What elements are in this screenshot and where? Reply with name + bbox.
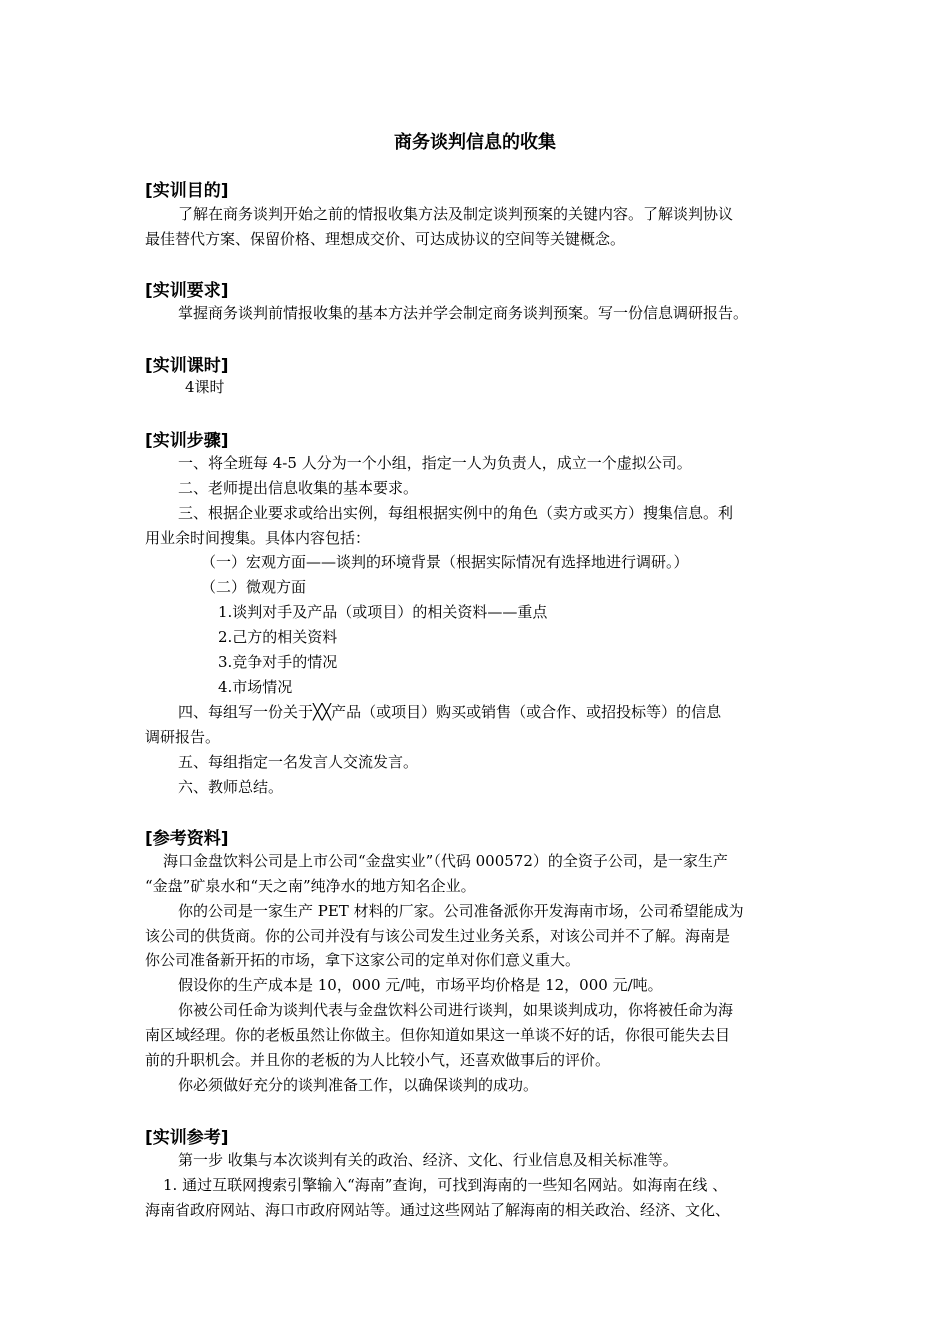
list-item: 三、根据企业要求或给出实例，每组根据实例中的角色（卖方或买方）搜集信息。利 (178, 504, 734, 522)
list-item: 六、教师总结。 (178, 778, 284, 796)
section-heading-practice: [实训参考] (145, 1128, 229, 1148)
paragraph-line: 假设你的生产成本是 10，000 元/吨，市场平均价格是 12，000 元/吨。 (178, 976, 663, 994)
paragraph-line: “金盘”矿泉水和“天之南”纯净水的地方知名企业。 (145, 877, 476, 895)
paragraph-line: 你被公司任命为谈判代表与金盘饮料公司进行谈判，如果谈判成功，你将被任命为海 (178, 1001, 734, 1019)
paragraph-line: 海南省政府网站、海口市政府网站等。通过这些网站了解海南的相关政治、经济、文化、 (145, 1201, 731, 1219)
paragraph-line: 第一步 收集与本次谈判有关的政治、经济、文化、行业信息及相关标准等。 (178, 1151, 678, 1169)
section-heading-requirements: [实训要求] (145, 281, 229, 301)
section-heading-purpose: [实训目的] (145, 181, 229, 201)
paragraph-line: 南区域经理。你的老板虽然让你做主。但你知道如果这一单谈不好的话，你很可能失去目 (145, 1026, 731, 1044)
list-item: 4.市场情况 (218, 678, 293, 696)
paragraph-line: 你公司准备新开拓的市场，拿下这家公司的定单对你们意义重大。 (145, 951, 581, 969)
list-item: （二）微观方面 (201, 578, 307, 596)
paragraph-line: 了解在商务谈判开始之前的情报收集方法及制定谈判预案的关键内容。了解谈判协议 (178, 205, 734, 223)
section-heading-steps: [实训步骤] (145, 431, 229, 451)
paragraph-line: 最佳替代方案、保留价格、理想成交价、可达成协议的空间等关键概念。 (145, 230, 626, 248)
section-heading-references: [参考资料] (145, 829, 229, 849)
paragraph-line: 该公司的供货商。你的公司并没有与该公司发生过业务关系，对该公司并不了解。海南是 (145, 927, 731, 945)
list-item: 二、老师提出信息收集的基本要求。 (178, 479, 419, 497)
paragraph-line: 4课时 (185, 378, 225, 396)
list-item: 1.谈判对手及产品（或项目）的相关资料——重点 (218, 603, 548, 621)
paragraph-line: 海口金盘饮料公司是上市公司“金盘实业”（代码 000572）的全资子公司，是一家生产 (163, 852, 728, 870)
list-item: 一、将全班每 4-5 人分为一个小组，指定一人为负责人，成立一个虚拟公司。 (178, 454, 692, 472)
paragraph-line: 掌握商务谈判前情报收集的基本方法并学会制定商务谈判预案。写一份信息调研报告。 (178, 304, 749, 322)
paragraph-line: 你的公司是一家生产 PET 材料的厂家。公司准备派你开发海南市场，公司希望能成为 (178, 902, 744, 920)
paragraph-line: 1. 通过互联网搜索引擎输入“海南”查询，可找到海南的一些知名网站。如海南在线 、 (163, 1176, 728, 1194)
paragraph-line: 你必须做好充分的谈判准备工作，以确保谈判的成功。 (178, 1076, 539, 1094)
list-item: （一）宏观方面——谈判的环境背景（根据实际情况有选择地进行调研。） (201, 553, 689, 571)
list-item: 四、每组写一份关于╳╳产品（或项目）购买或销售（或合作、或招投标等）的信息 (178, 703, 722, 721)
section-heading-hours: [实训课时] (145, 356, 229, 376)
list-item: 用业余时间搜集。具体内容包括： (145, 529, 371, 547)
document-title: 商务谈判信息的收集 (394, 132, 556, 153)
paragraph-line: 前的升职机会。并且你的老板的为人比较小气，还喜欢做事后的评价。 (145, 1051, 611, 1069)
list-item: 五、每组指定一名发言人交流发言。 (178, 753, 419, 771)
list-item: 2.己方的相关资料 (218, 628, 338, 646)
list-item: 3.竞争对手的情况 (218, 653, 338, 671)
list-item: 调研报告。 (145, 728, 221, 746)
